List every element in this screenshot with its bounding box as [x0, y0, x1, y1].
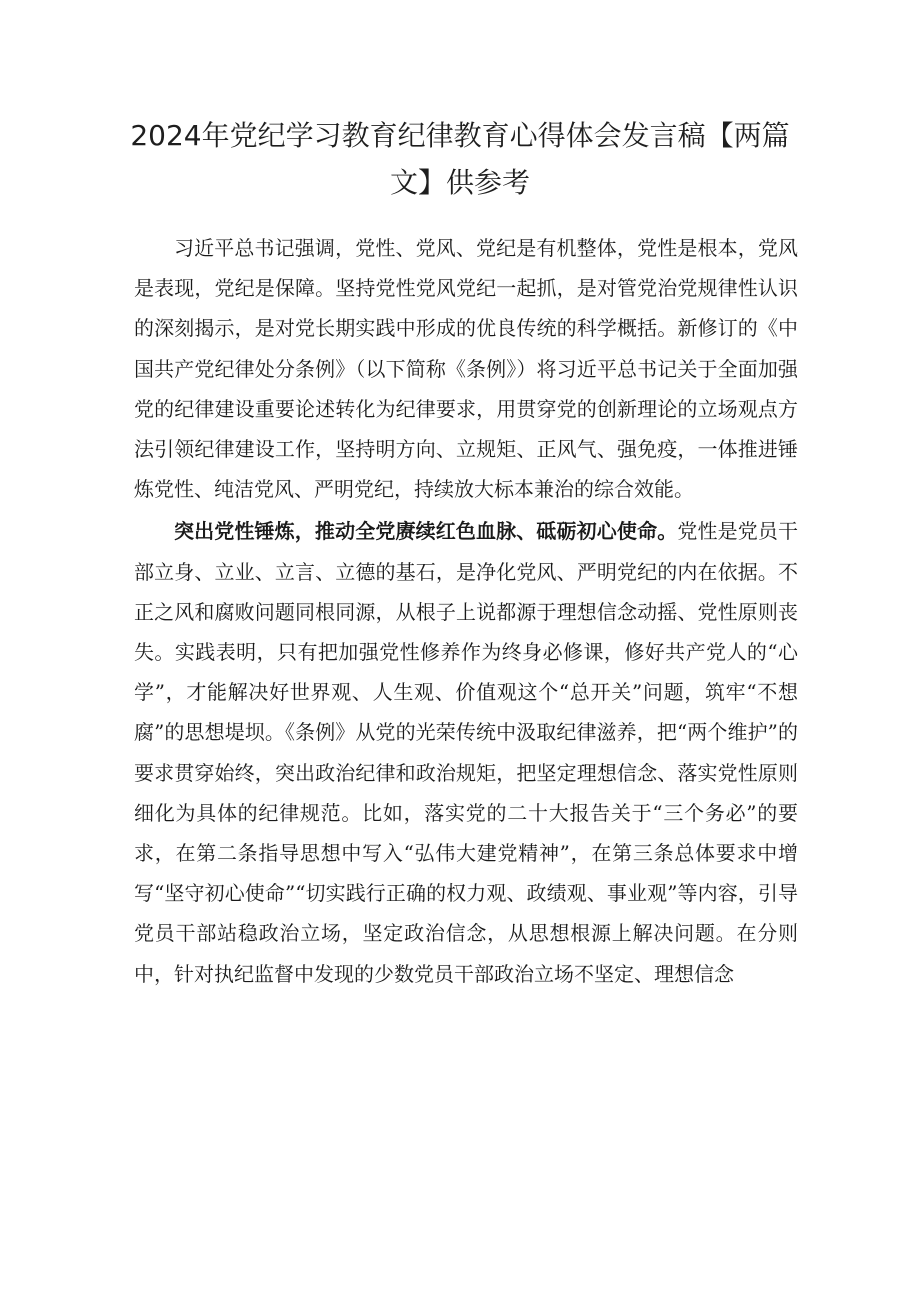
paragraph-party-spirit-text: 党性是党员干部立身、立业、立言、立德的基石，是净化党风、严明党纪的内在依据。不正之风和腐败问题同根同源，从根子上说都源于理想信念动摇、党性原则丧失。实践表明，只有把加强党性修养作为终身必修课，修好共产党人的“心学”，才能解决好世界观、人生观、价值观这个“总开关”问题，筑牢“不想腐”的思想堤坝。《条例》从党的光荣传统中汲取纪律滋养，把“两个维护”的要求贯穿始终，突出政治纪律和政治规矩，把坚定理想信念、落实党性原则细化为具体的纪律规范。比如，落实党的二十大报告关于“三个务必”的要求，在第二条指导思想中写入“弘伟大建党精神”，在第三条总体要求中增写“坚守初心使命”“切实践行正确的权力观、政绩观、事业观”等内容，引导党员干部站稳政治立场，坚定政治信念，从思想根源上解决问题。在分则中，针对执纪监督中发现的少数党员干部政治立场不坚定、理想信念	[134, 519, 799, 986]
paragraph-party-spirit	[134, 511, 798, 993]
paragraph-lead-heading: 突出党性锤炼，推动全党赓续红色血脉、砥砺初心使命。	[174, 519, 678, 544]
document-body	[134, 228, 798, 994]
document-title: 2024年党纪学习教育纪律教育心得体会发言稿【两篇文】供参考	[130, 119, 790, 199]
paragraph-intro-text: 习近平总书记强调，党性、党风、党纪是有机整体，党性是根本，党风是表现，党纪是保障。坚持党性党风党纪一起抓，是对管党治党规律性认识的深刻揭示，是对党长期实践中形成的优良传统的科学概括。新修订的《中国共产党纪律处分条例》（以下简称《条例》）将习近平总书记关于全面加强党的纪律建设重要论述转化为纪律要求，用贯穿党的创新理论的立场观点方法引领纪律建设工作，坚持明方向、立规矩、正风气、强免疫，一体推进锤炼党性、纯洁党风、严明党纪，持续放大标本兼治的综合效能。	[134, 236, 798, 502]
paragraph-intro	[134, 228, 798, 509]
